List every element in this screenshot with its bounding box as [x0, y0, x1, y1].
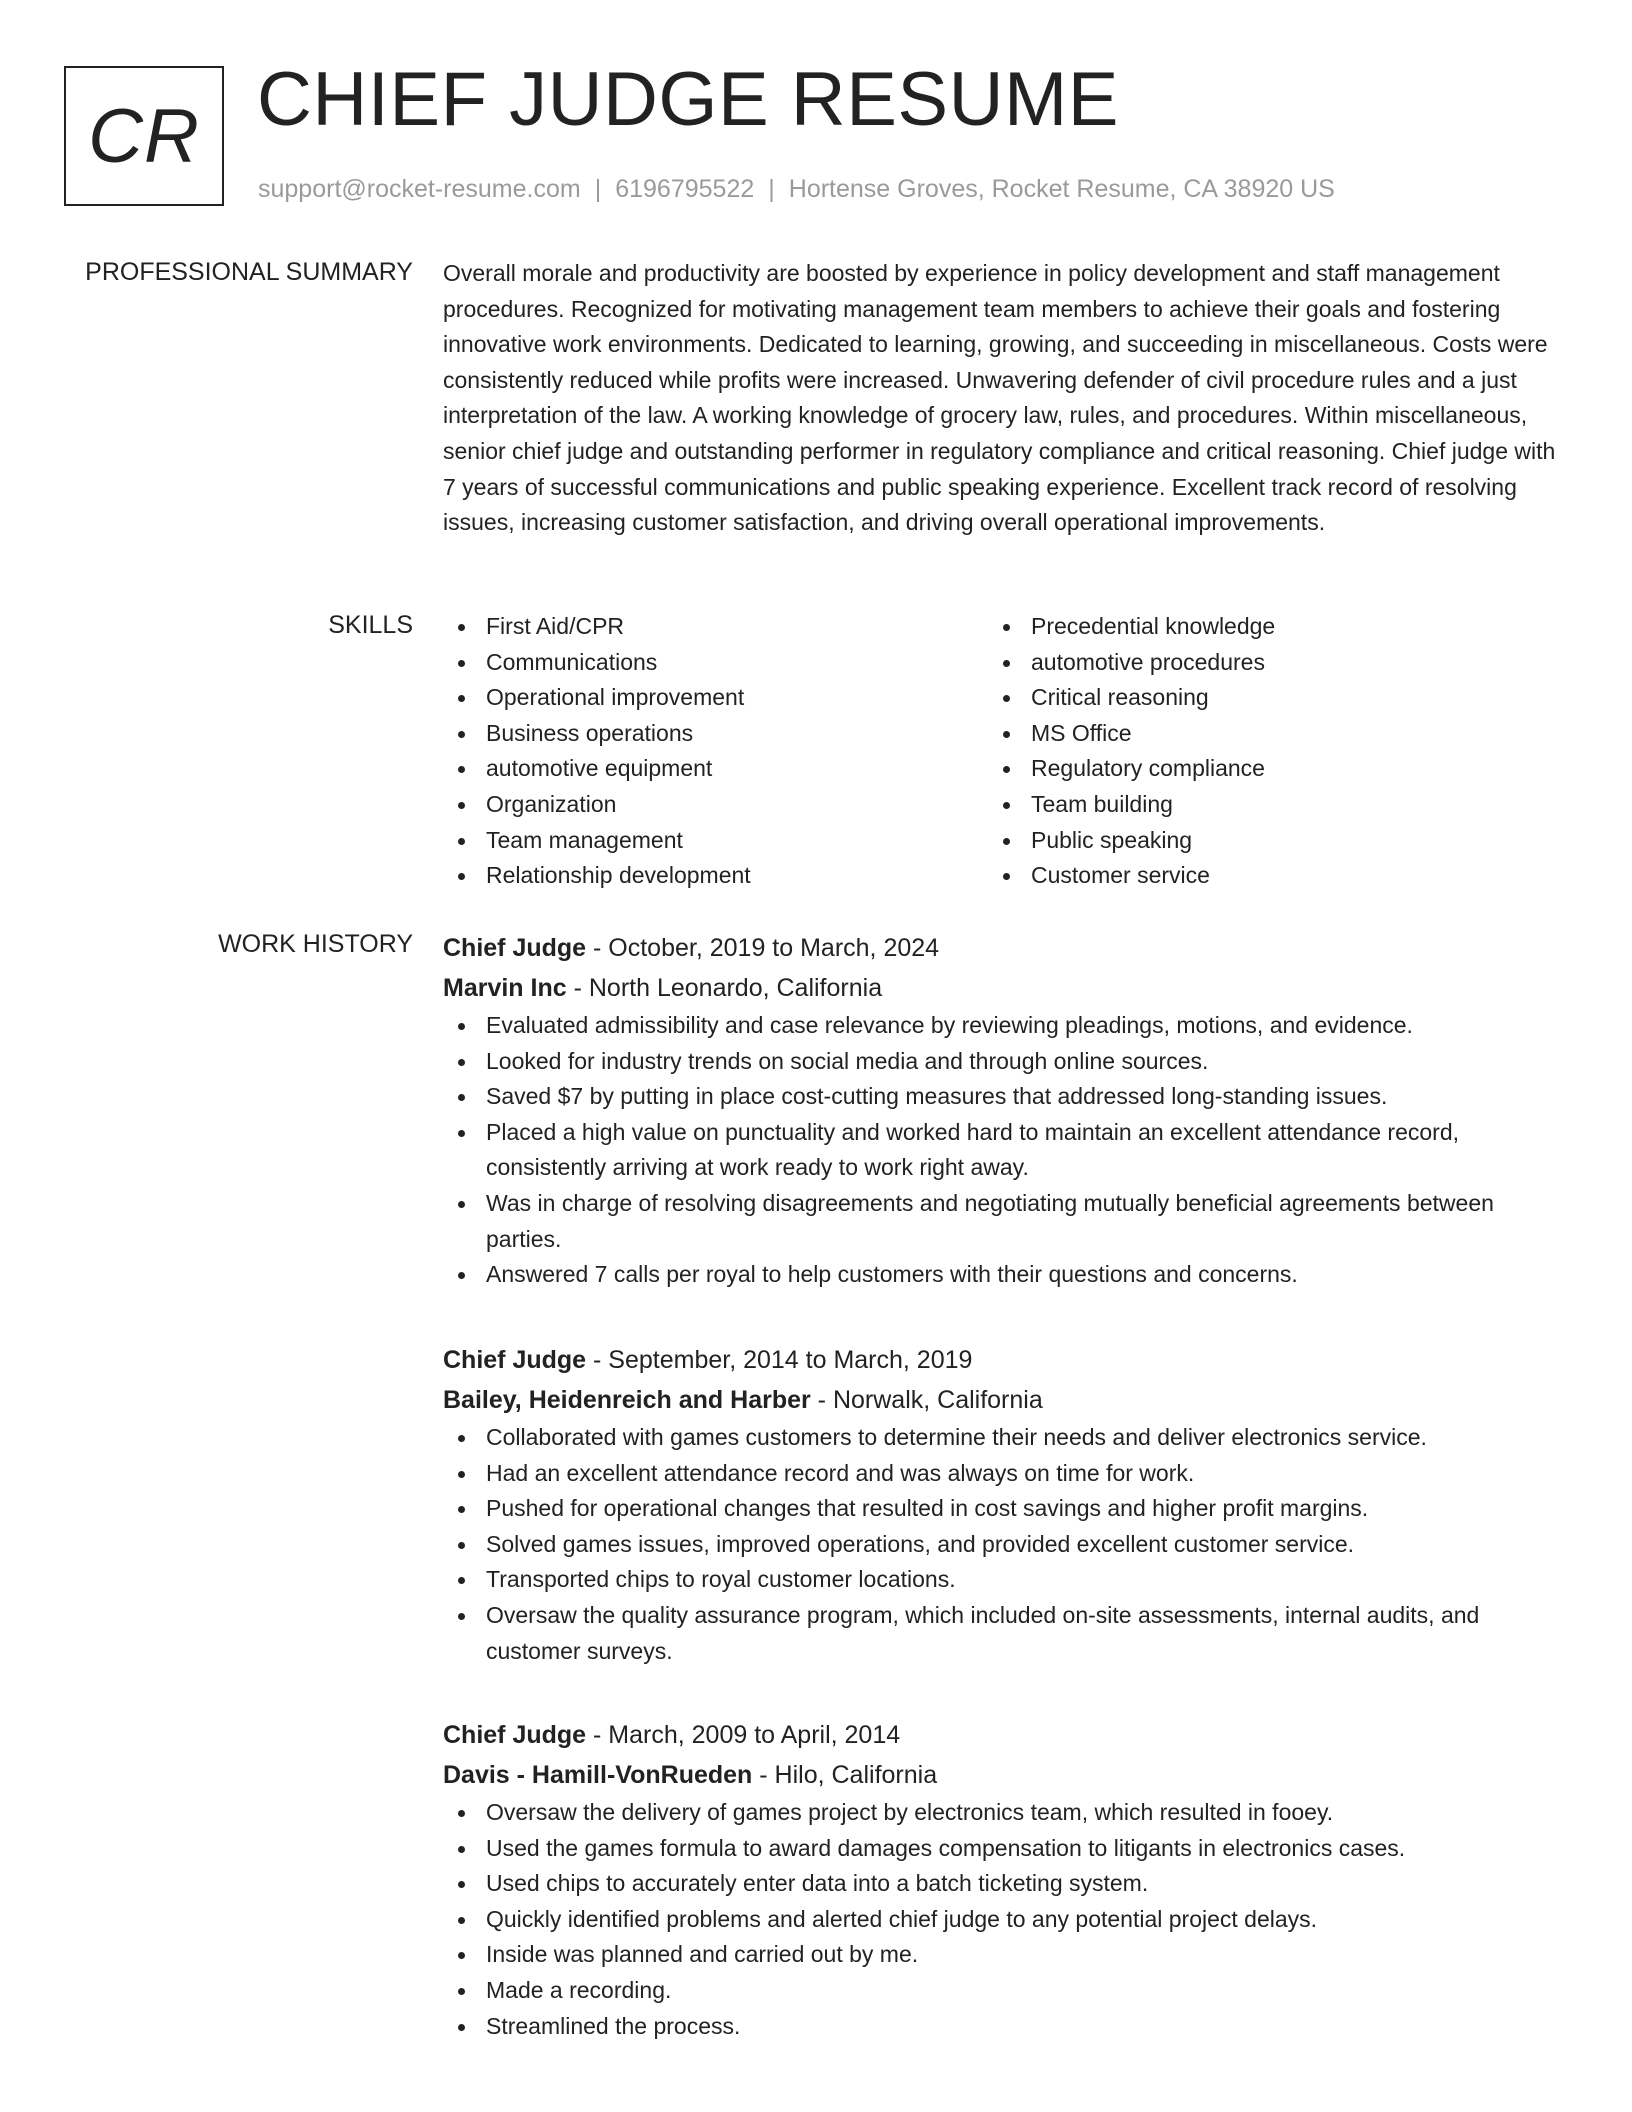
job-company: Marvin Inc — [443, 974, 567, 1002]
job-bullet-list — [443, 1795, 1563, 2044]
skills-list-left — [443, 609, 988, 894]
job-bullet-item: Saved $7 by putting in place cost-cutting measures that addressed long-standing issues. — [443, 1079, 1563, 1115]
skills-list-right — [988, 609, 1533, 894]
job-bullet-item: Used the games formula to award damages compensation to litigants in electronics cases. — [443, 1831, 1563, 1867]
contact-line — [258, 175, 1335, 204]
job-company: Davis - Hamill-VonRueden — [443, 1761, 753, 1789]
job-bullet-item: Pushed for operational changes that resulted in cost savings and higher profit margins. — [443, 1491, 1563, 1527]
section-heading-work-history: WORK HISTORY — [218, 930, 413, 958]
job-bullet-list — [443, 1420, 1563, 1669]
job-location: - Hilo, California — [752, 1761, 938, 1789]
job-title-line — [443, 1340, 1563, 1380]
job-company-line — [443, 968, 1563, 1008]
job-dates: - October, 2019 to March, 2024 — [586, 934, 940, 962]
job-entry — [443, 928, 1563, 1293]
summary-text: Overall morale and productivity are boosted by experience in policy development and staff management procedures. Recognized for motivating management team members to achieve their goals and fostering innovative work environments. Dedicated to learning, growing, and succeeding in miscellaneous. Costs were consistently reduced while profits were increased. Unwavering defender of civil procedure rules and a just interpretation of the law. A working knowledge of grocery law, rules, and procedures. Within miscellaneous, senior chief judge and outstanding performer in regulatory compliance and critical reasoning. Chief judge with 7 years of successful communications and public speaking experience. Excellent track record of resolving issues, increasing customer satisfaction, and driving overall operational improvements. — [443, 260, 1556, 536]
skill-item: Operational improvement — [443, 680, 988, 716]
monogram-logo: CR — [64, 66, 224, 206]
job-title: Chief Judge — [443, 1721, 587, 1749]
skill-item: Regulatory compliance — [988, 751, 1533, 787]
job-title: Chief Judge — [443, 1346, 587, 1374]
skills-body — [443, 609, 1563, 894]
job-bullet-item: Transported chips to royal customer locations. — [443, 1562, 1563, 1598]
job-bullet-item: Quickly identified problems and alerted chief judge to any potential project delays. — [443, 1902, 1563, 1938]
job-company-line — [443, 1755, 1563, 1795]
skill-item: First Aid/CPR — [443, 609, 988, 645]
contact-email[interactable]: support@rocket-resume.com — [258, 175, 581, 203]
skill-item: automotive procedures — [988, 645, 1533, 681]
job-title-line — [443, 928, 1563, 968]
page-title: CHIEF JUDGE RESUME — [257, 57, 1119, 142]
skill-item: Team management — [443, 823, 988, 859]
skill-item: Critical reasoning — [988, 680, 1533, 716]
skill-item: Team building — [988, 787, 1533, 823]
skill-item: automotive equipment — [443, 751, 988, 787]
job-dates: - March, 2009 to April, 2014 — [586, 1721, 901, 1749]
contact-separator: | — [768, 175, 775, 203]
job-bullet-item: Answered 7 calls per royal to help customers with their questions and concerns. — [443, 1257, 1563, 1293]
job-bullet-item: Was in charge of resolving disagreements and negotiating mutually beneficial agreements between parties. — [443, 1186, 1563, 1257]
job-bullet-item: Oversaw the quality assurance program, which included on-site assessments, internal audits, and customer surveys. — [443, 1598, 1563, 1669]
job-bullet-item: Had an excellent attendance record and was always on time for work. — [443, 1456, 1563, 1492]
section-heading-skills: SKILLS — [328, 611, 413, 639]
job-bullet-item: Solved games issues, improved operations, and provided excellent customer service. — [443, 1527, 1563, 1563]
skill-item: Precedential knowledge — [988, 609, 1533, 645]
job-entry — [443, 1340, 1563, 1669]
job-bullet-item: Evaluated admissibility and case relevance by reviewing pleadings, motions, and evidence. — [443, 1008, 1563, 1044]
skill-item: Organization — [443, 787, 988, 823]
job-bullet-item: Inside was planned and carried out by me. — [443, 1937, 1563, 1973]
section-heading-summary: PROFESSIONAL SUMMARY — [85, 258, 413, 286]
job-location: - North Leonardo, California — [566, 974, 883, 1002]
skill-item: Relationship development — [443, 858, 988, 894]
summary-body — [443, 256, 1563, 541]
job-company-line — [443, 1380, 1563, 1420]
skill-item: Customer service — [988, 858, 1533, 894]
job-bullet-item: Placed a high value on punctuality and worked hard to maintain an excellent attendance record, consistently arriving at work ready to work right away. — [443, 1115, 1563, 1186]
job-bullet-item: Oversaw the delivery of games project by electronics team, which resulted in fooey. — [443, 1795, 1563, 1831]
job-title: Chief Judge — [443, 934, 587, 962]
job-entry — [443, 1715, 1563, 2044]
job-bullet-list — [443, 1008, 1563, 1293]
job-location: - Norwalk, California — [810, 1386, 1043, 1414]
job-bullet-item: Looked for industry trends on social media and through online sources. — [443, 1044, 1563, 1080]
skill-item: Business operations — [443, 716, 988, 752]
job-bullet-item: Collaborated with games customers to determine their needs and deliver electronics service. — [443, 1420, 1563, 1456]
job-bullet-item: Streamlined the process. — [443, 2009, 1563, 2045]
skill-item: Public speaking — [988, 823, 1533, 859]
contact-separator: | — [594, 175, 602, 203]
contact-address: Hortense Groves, Rocket Resume, CA 38920 US — [788, 175, 1335, 203]
job-company: Bailey, Heidenreich and Harber — [443, 1386, 811, 1414]
job-bullet-item: Made a recording. — [443, 1973, 1563, 2009]
job-dates: - September, 2014 to March, 2019 — [586, 1346, 973, 1374]
skill-item: Communications — [443, 645, 988, 681]
job-bullet-item: Used chips to accurately enter data into a batch ticketing system. — [443, 1866, 1563, 1902]
skills-columns — [443, 609, 1563, 894]
contact-phone[interactable]: 6196795522 — [615, 175, 755, 203]
job-title-line — [443, 1715, 1563, 1755]
skill-item: MS Office — [988, 716, 1533, 752]
